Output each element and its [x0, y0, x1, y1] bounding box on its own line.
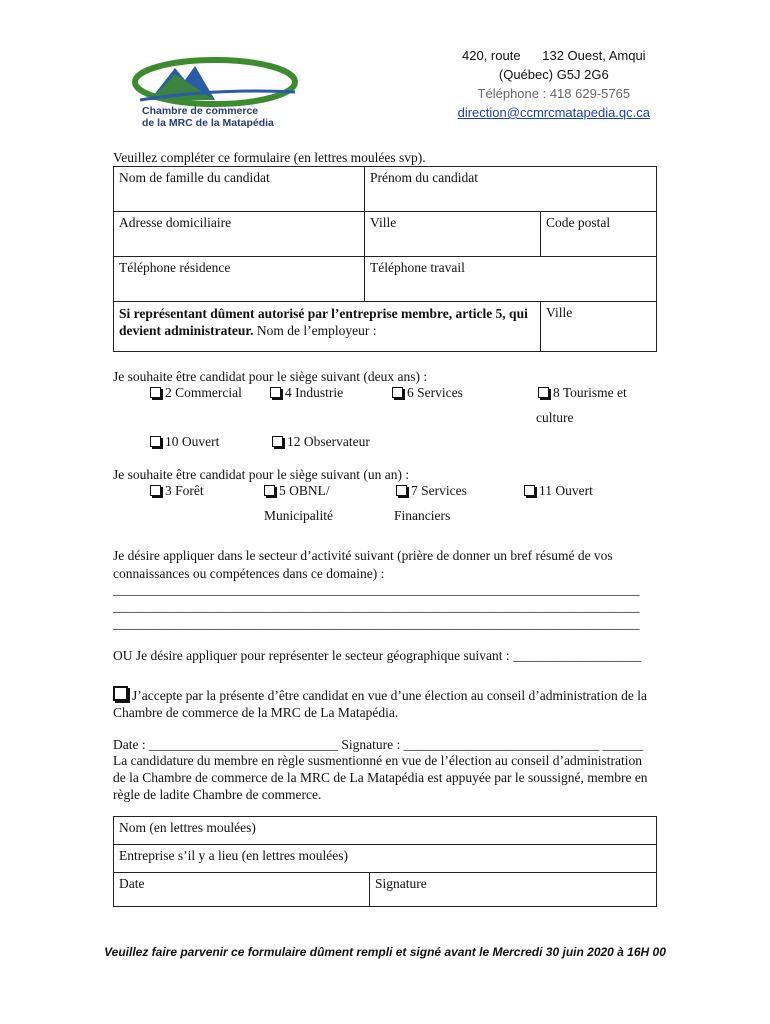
checkbox-icon — [150, 387, 161, 398]
seat-label: 12 Observateur — [287, 434, 370, 449]
email-link[interactable]: direction@ccmrcmatapedia.qc.ca — [457, 105, 650, 120]
date-signature-line[interactable]: Date : ____________________________ Signature : _____________________________ ______ — [113, 737, 644, 752]
phone-text: Téléphone : 418 629-5765 — [477, 86, 631, 101]
sponsor-company-label: Entreprise s’il y a lieu (en lettres moulées) — [119, 848, 349, 863]
phone-home-field[interactable] — [114, 257, 365, 302]
accept-line-2: Chambre de commerce de la MRC de La Matapédia. — [113, 705, 399, 720]
seat-label: 10 Ouvert — [165, 434, 220, 449]
seat-label: 6 Services — [407, 385, 463, 400]
first-name-field[interactable] — [365, 167, 657, 212]
org-name-line1: Chambre de commerce — [142, 105, 259, 117]
seat-label: 8 Tourisme et — [553, 385, 627, 400]
checkbox-icon — [270, 387, 281, 398]
last-name-label: Nom de famille du candidat — [119, 170, 270, 185]
sponsor-company-field[interactable] — [114, 845, 657, 873]
sponsor-date-field[interactable] — [114, 873, 370, 907]
seat-8-tourisme[interactable] — [538, 385, 627, 401]
postal-label: Code postal — [546, 215, 611, 230]
phone-work-label: Téléphone travail — [370, 260, 465, 275]
accept-checkbox-icon[interactable] — [113, 686, 128, 701]
org-name-line2: de la MRC de la Matapédia — [142, 117, 274, 129]
logo — [120, 48, 310, 133]
seat-label: 2 Commercial — [165, 385, 242, 400]
sponsor-name-label: Nom (en lettres moulées) — [119, 820, 256, 835]
seats-two-years-label: Je souhaite être candidat pour le siège suivant (deux ans) : — [113, 369, 428, 384]
seat-label: 5 OBNL/ — [279, 483, 330, 498]
checkbox-icon — [150, 436, 161, 447]
sector-blank-3[interactable]: ______________________________________________________________________________ — [113, 616, 640, 631]
address-line1: 420, route 132 Ouest, Amqui — [462, 48, 646, 63]
sector-blank-1[interactable]: ______________________________________________________________________________ — [113, 582, 640, 597]
seat-label: 7 Services — [411, 483, 467, 498]
sponsor-table — [113, 816, 657, 907]
address-label: Adresse domiciliaire — [119, 215, 232, 230]
checkbox-icon — [272, 436, 283, 447]
seat-label: 3 Forêt — [165, 483, 204, 498]
seat-7-services[interactable] — [396, 483, 467, 499]
city-label: Ville — [370, 215, 397, 230]
deadline-footer: Veuillez faire parvenir ce formulaire dûment rempli et signé avant le Mercredi 30 juin 2020 à 16H 00 — [104, 945, 666, 959]
seats-one-year-label: Je souhaite être candidat pour le siège suivant (un an) : — [113, 467, 410, 482]
support-line-3: règle de ladite Chambre de commerce. — [113, 787, 322, 802]
accept-line-1[interactable] — [113, 686, 647, 704]
contact-block — [458, 46, 650, 122]
sponsor-name-field[interactable] — [114, 817, 657, 845]
employer-city-label: Ville — [546, 305, 573, 320]
sector-text-1: Je désire appliquer dans le secteur d’activité suivant (prière de donner un bref résumé de vos — [113, 548, 613, 563]
city-field[interactable] — [365, 212, 541, 257]
phone-work-field[interactable] — [365, 257, 657, 302]
sector-blank-2[interactable]: ______________________________________________________________________________ — [113, 599, 640, 614]
employer-label: Nom de l’employeur : — [253, 323, 377, 338]
support-line-2: de la Chambre de commerce de la MRC de La Matapédia est appuyée par le soussigné, membre en — [113, 770, 648, 785]
employer-city-field[interactable] — [541, 302, 657, 352]
seat-4-industrie[interactable] — [270, 385, 343, 401]
sponsor-signature-label: Signature — [375, 876, 427, 891]
address-field[interactable] — [114, 212, 365, 257]
seat-7-label-cont: Financiers — [394, 508, 451, 523]
employer-field[interactable] — [114, 302, 541, 352]
seat-label: 11 Ouvert — [539, 483, 593, 498]
last-name-field[interactable] — [114, 167, 365, 212]
sponsor-date-label: Date — [119, 876, 145, 891]
seat-11-ouvert[interactable] — [524, 483, 593, 499]
address-line2: (Québec) G5J 2G6 — [498, 67, 609, 82]
form-intro: Veuillez compléter ce formulaire (en lettres moulées svp). — [113, 150, 426, 165]
seat-10-ouvert[interactable] — [150, 434, 219, 450]
seat-label: 4 Industrie — [285, 385, 344, 400]
seat-5-obnl[interactable] — [264, 483, 330, 499]
seat-2-commercial[interactable] — [150, 385, 242, 401]
phone-home-label: Téléphone résidence — [119, 260, 231, 275]
first-name-label: Prénom du candidat — [370, 170, 478, 185]
sponsor-signature-field[interactable] — [370, 873, 657, 907]
checkbox-icon — [396, 485, 407, 496]
postal-field[interactable] — [541, 212, 657, 257]
seat-3-foret[interactable] — [150, 483, 204, 499]
checkbox-icon — [150, 485, 161, 496]
checkbox-icon — [538, 387, 549, 398]
seat-8-label-cont: culture — [536, 410, 574, 425]
checkbox-icon — [524, 485, 535, 496]
candidate-table — [113, 166, 657, 352]
employer-rep-text: Si représentant dûment autorisé par l’entreprise membre, article 5, qui devient administrateur. — [119, 306, 528, 338]
geo-sector-text[interactable]: OU Je désire appliquer pour représenter le secteur géographique suivant : ___________________ — [113, 648, 642, 663]
support-line-1: La candidature du membre en règle susmentionné en vue de l’élection au conseil d’administration — [113, 753, 642, 768]
seat-6-services[interactable] — [392, 385, 463, 401]
sector-text-2: connaissances ou compétences dans ce domaine) : — [113, 566, 385, 581]
accept-text: J’accepte par la présente d’être candidat en vue d’une élection au conseil d’administration de la — [132, 688, 648, 703]
checkbox-icon — [264, 485, 275, 496]
seat-12-observateur[interactable] — [272, 434, 370, 450]
seat-5-label-cont: Municipalité — [264, 508, 333, 523]
checkbox-icon — [392, 387, 403, 398]
